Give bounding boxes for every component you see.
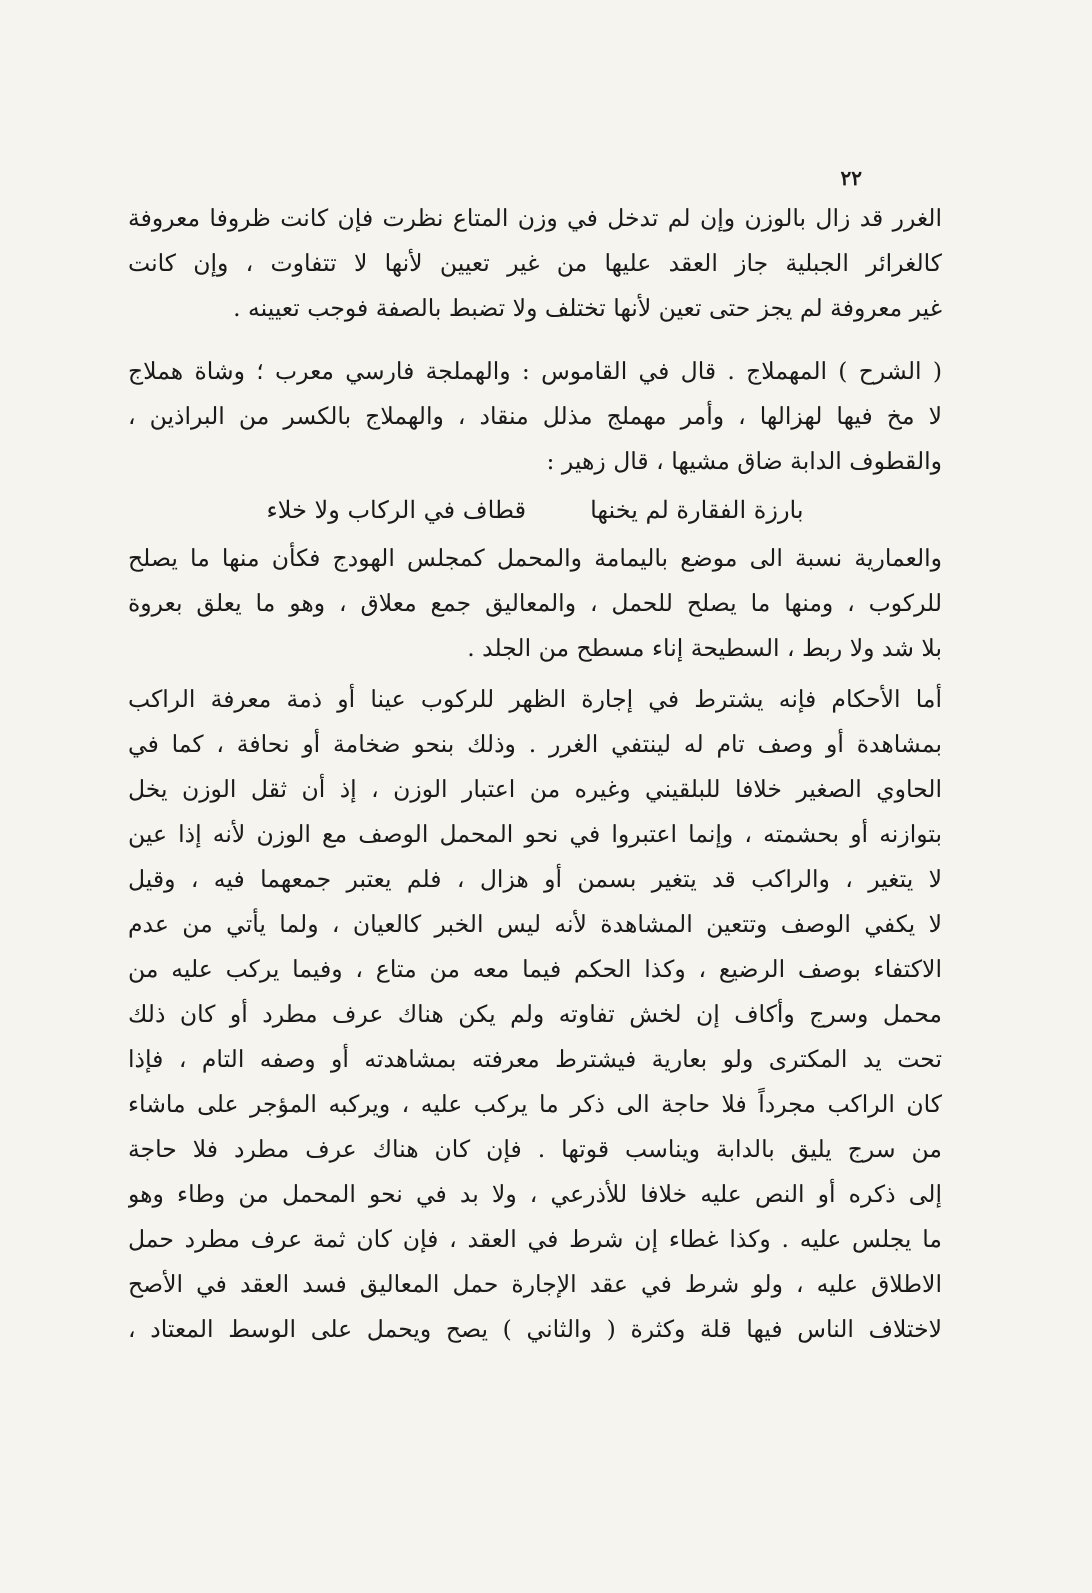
text-line: غير معروفة لم يجز حتى تعين لأنها تختلف ولا تضبط بالصفة فوجب تعيينه . <box>233 294 942 322</box>
text-line: ما يجلس عليه . وكذا غطاء إن شرط في العقد ، فإن كان ثمة عرف مطرد حمل <box>128 1225 942 1253</box>
verse-first-hemistich: بارزة الفقارة لم يخنها <box>590 496 804 524</box>
text-line: بلا شد ولا ربط ، السطيحة إناء مسطح من الجلد . <box>467 634 942 662</box>
paragraph-1 <box>128 196 942 331</box>
text-line: تحت يد المكترى ولو بعارية فيشترط معرفته بمشاهدته أو وصفه التام ، فإذا <box>128 1045 942 1073</box>
text-line: محمل وسرج وأكاف إن لخش تفاوته ولم يكن هناك عرف مطرد أو كان ذلك <box>128 1000 942 1028</box>
text-line: للركوب ، ومنها ما يصلح للحمل ، والمعاليق جمع معلاق ، وهو ما يعلق بعروة <box>128 589 942 617</box>
text-line: الاكتفاء بوصف الرضيع ، وكذا الحكم فيما معه من متاع ، وفيما يركب عليه من <box>128 955 942 983</box>
verse-second-hemistich: قطاف في الركاب ولا خلاء <box>266 496 527 524</box>
text-line: كان الراكب مجرداً فلا حاجة الى ذكر ما يركب عليه ، ويركبه المؤجر على ماشاء <box>128 1090 942 1118</box>
poetry-verse <box>128 484 942 536</box>
page-content <box>128 196 942 1352</box>
text-line: بمشاهدة أو وصف تام له لينتفي الغرر . وذلك بنحو ضخامة أو نحافة ، كما في <box>128 730 942 758</box>
text-line: ( الشرح ) المهملاج . قال في القاموس : والهملجة فارسي معرب ؛ وشاة هملاج <box>128 357 942 385</box>
text-line: لا مخ فيها لهزالها ، وأمر مهملج مذلل منقاد ، والهملاج بالكسر من البراذين ، <box>128 402 942 430</box>
text-line: والعمارية نسبة الى موضع باليمامة والمحمل كمجلس الهودج فكأن منها ما يصلح <box>128 544 942 572</box>
text-line: بتوازنه أو بحشمته ، وإنما اعتبروا في نحو المحمل الوصف مع الوزن لأنه إذا عين <box>128 820 942 848</box>
text-line: والقطوف الدابة ضاق مشيها ، قال زهير : <box>546 447 942 475</box>
text-line: لا يكفي الوصف وتتعين المشاهدة لأنه ليس الخبر كالعيان ، ولما يأتي من عدم <box>128 910 942 938</box>
text-line: الغرر قد زال بالوزن وإن لم تدخل في وزن المتاع نظرت فإن كانت ظروفا معروفة <box>128 204 942 232</box>
paragraph-2-commentary <box>128 349 942 484</box>
page-number: ٢٢ <box>840 166 862 190</box>
text-line: الحاوي الصغير خلافا للبلقيني وغيره من اعتبار الوزن ، إذ أن ثقل الوزن يخل <box>128 775 942 803</box>
text-line: لا يتغير ، والراكب قد يتغير بسمن أو هزال ، فلم يعتبر جمعهما فيه ، وقيل <box>128 865 942 893</box>
text-line: كالغرائر الجبلية جاز العقد عليها من غير تعيين لأنها لا تتفاوت ، وإن كانت <box>128 249 942 277</box>
text-line: إلى ذكره أو النص عليه خلافا للأذرعي ، ولا بد في نحو المحمل من وطاء وهو <box>128 1180 942 1208</box>
paragraph-4-rulings <box>128 677 942 1352</box>
text-line: من سرج يليق بالدابة ويناسب قوتها . فإن كان هناك عرف مطرد فلا حاجة <box>128 1135 942 1163</box>
text-line: الاطلاق عليه ، ولو شرط في عقد الإجارة حمل المعاليق فسد العقد في الأصح <box>128 1270 942 1298</box>
text-line: لاختلاف الناس فيها قلة وكثرة ( والثاني ) يصح ويحمل على الوسط المعتاد ، <box>128 1315 942 1343</box>
paragraph-3 <box>128 536 942 671</box>
text-line: أما الأحكام فإنه يشترط في إجارة الظهر للركوب عينا أو ذمة معرفة الراكب <box>128 685 942 713</box>
